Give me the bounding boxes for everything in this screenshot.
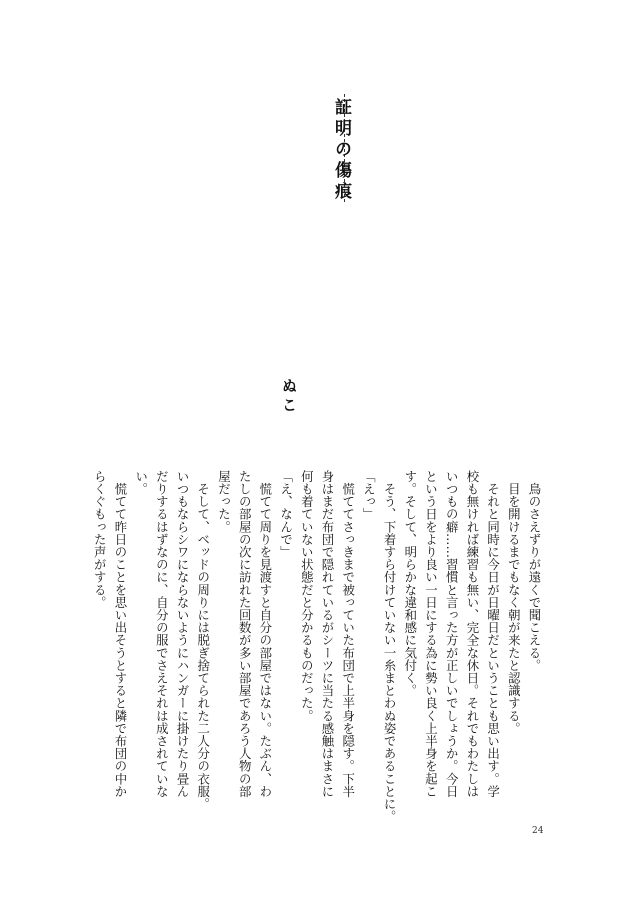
body-line: 慌てて周りを見渡すと自分の部屋ではない。たぶん、わ [257,470,273,798]
body-line: だりするはずなのに、自分の服でさえそれは成されていな [154,470,170,798]
body-line: い。 [133,470,149,496]
body-line: そして、ベッドの周りには脱ぎ捨てられた二人分の衣服。 [195,470,211,811]
body-line: す。そして、明らかな違和感に気付く。 [402,470,418,697]
page-number: 24 [532,826,544,836]
body-line: 慌てて昨日のことを思い出そうとすると隣で布団の中か [112,470,128,798]
body-line: 屋だった。 [216,470,232,533]
body-line: 鳥のさえずりが遠くで聞こえる。 [527,470,542,672]
body-line: 校も無ければ練習も無い、完全な休日。それでもわたしは [464,470,480,798]
body-line: 目を開けるまでもなく朝が来たと認識する。 [506,470,522,735]
body-line: 身はまだ布団で隠れているがシーツに当たる感触はまさに [319,470,335,798]
body-line: たしの部屋の次に訪れた回数が多い部屋であろう人物の部 [237,470,253,798]
body-line: そう、下着すら付けていない一糸まとわぬ姿であることに。 [382,470,398,823]
body-line: 何も着ていない状態だと分かるものだった。 [299,470,315,722]
body-line: それと同時に今日が日曜日だということも思い出す。学 [485,470,501,798]
story-title: 証明の傷痕 [331,98,351,203]
body-line: 「えっ」 [361,470,377,521]
body-line: いつもならシワにならないようにハンガーに掛けたり畳ん [175,470,191,798]
body-line: いつもの癖……習慣と言った方が正しいでしょうか。今日 [444,470,460,798]
body-line: らくぐもった声がする。 [92,470,108,609]
story-body [89,470,544,823]
body-line: という日をより良い一日にする為に勢い良く上半身を起こ [423,470,439,798]
author-name: ぬこ [280,378,298,416]
body-line: 慌ててさっきまで被っていた布団で上半身を隠す。下半 [340,470,356,798]
body-line: 「え、なんで」 [278,470,294,559]
